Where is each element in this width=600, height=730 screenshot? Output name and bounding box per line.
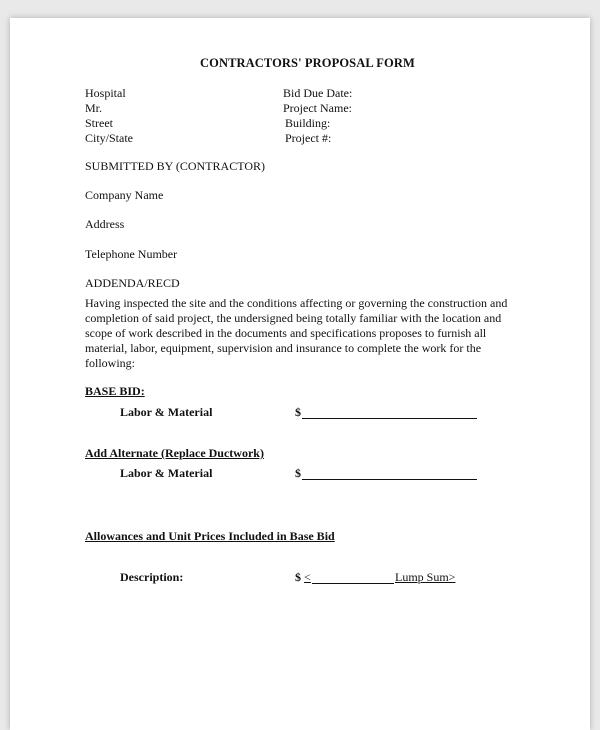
base-bid-currency: $: [295, 405, 301, 419]
mr-label: Mr.: [85, 101, 103, 115]
allowances-heading: Allowances and Unit Prices Included in Base Bid: [85, 529, 335, 543]
telephone-label: Telephone Number: [85, 247, 178, 261]
project-name-label: Project Name:: [283, 101, 352, 115]
bid-due-date-label: Bid Due Date:: [283, 86, 353, 100]
proposal-paragraph: [85, 296, 515, 371]
addenda-label: ADDENDA/RECD: [85, 276, 180, 290]
allowance-open-bracket: <: [304, 570, 311, 584]
paragraph-line: completion of said project, the undersigned being totally familiar with the location and: [85, 311, 502, 325]
paragraph-line: Having inspected the site and the conditions affecting or governing the construction and: [85, 296, 508, 310]
add-alternate-amount-line: [302, 479, 477, 480]
add-alternate-labor-label: Labor & Material: [120, 466, 213, 480]
allowance-underline: [312, 583, 394, 584]
address-label: Address: [85, 217, 125, 231]
form-title: CONTRACTORS' PROPOSAL FORM: [200, 56, 415, 70]
submitted-by-heading: SUBMITTED BY (CONTRACTOR): [85, 159, 266, 173]
allowance-currency: $: [295, 570, 301, 584]
document-page: [10, 18, 590, 730]
company-name-label: Company Name: [85, 188, 164, 202]
building-label: Building:: [285, 116, 331, 130]
base-bid-heading: BASE BID:: [85, 384, 145, 398]
project-number-label: Project #:: [285, 131, 332, 145]
add-alternate-currency: $: [295, 466, 301, 480]
base-bid-labor-label: Labor & Material: [120, 405, 213, 419]
street-label: Street: [85, 116, 113, 130]
add-alternate-heading: Add Alternate (Replace Ductwork): [85, 446, 264, 460]
description-label: Description:: [120, 570, 184, 584]
lump-sum-label: Lump Sum>: [395, 570, 456, 584]
hospital-label: Hospital: [85, 86, 126, 100]
base-bid-amount-line: [302, 418, 477, 419]
paragraph-line: scope of work described in the documents and specifications proposes to furnish all: [85, 326, 487, 340]
city-state-label: City/State: [85, 131, 133, 145]
paragraph-line: following:: [85, 356, 135, 370]
paragraph-line: material, labor, equipment, supervision and insurance to complete the work for the: [85, 341, 482, 355]
